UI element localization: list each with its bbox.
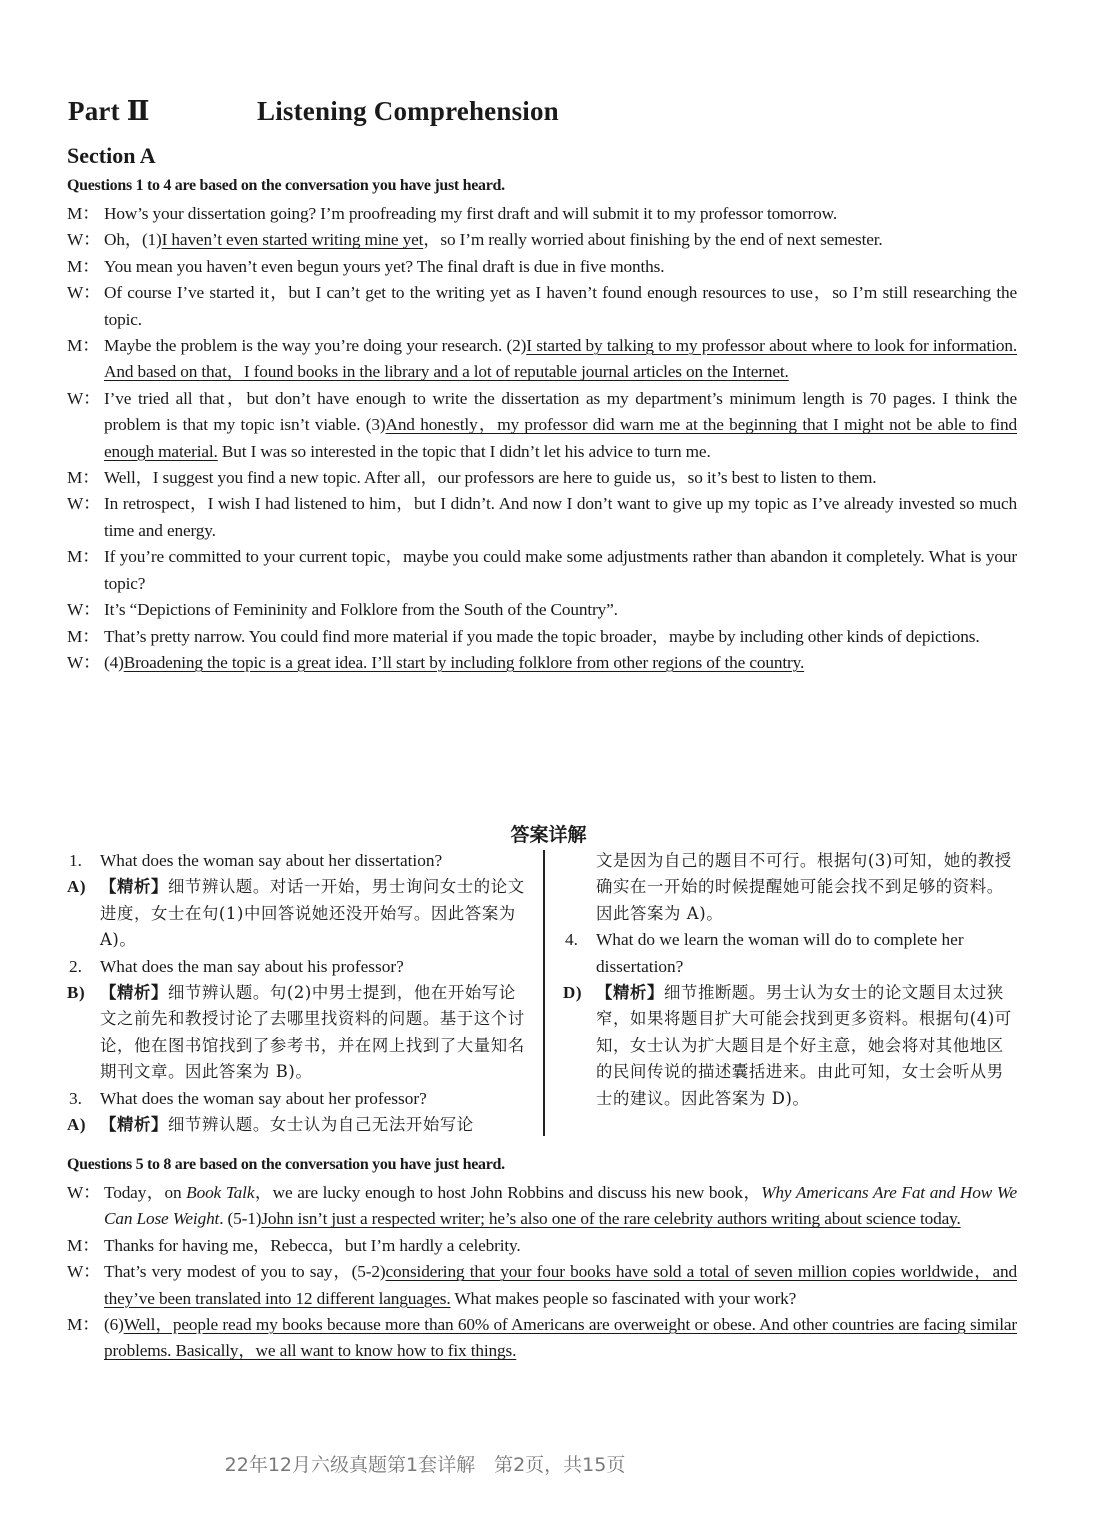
dialogue-turn: [67, 491, 1017, 544]
dialogue-turn: [67, 624, 1017, 650]
page-footer: 22年12月六级真题第1套详解 第2页，共15页: [224, 1454, 626, 1476]
dialogue-turn: [67, 254, 1017, 280]
answers-left-column: [67, 848, 527, 1138]
dialogue-turn: [67, 386, 1017, 465]
dialogue-text: Thanks for having me，Rebecca，but I’m hardly a celebrity.: [104, 1235, 521, 1255]
dialogue-text: Oh，(1): [104, 230, 162, 250]
analysis-text: 文是因为自己的题目不可行。根据句(3)可知，她的教授确实在一开始的时候提醒她可能会找不到足够的资料。因此答案为 A)。: [596, 851, 1012, 923]
dialogue-text: But I was so interested in the topic that I didn’t let his advice to turn me.: [217, 441, 711, 461]
dialogue-turn: [67, 650, 1017, 676]
dialogue-text: Today，on: [104, 1183, 187, 1202]
answer-analysis: [67, 980, 527, 1086]
dialogue-text: That’s very modest of you to say，(5-2): [104, 1262, 386, 1282]
dialogue-text: I’ve tried all that，but don’t have enough to write the dissertation as my department’s minimum length is 70 pages. I think the problem is that my topic isn’t viable. (3): [104, 388, 1017, 435]
dialogue-turn: [67, 227, 1017, 253]
dialogue-text: . (5-1): [219, 1209, 262, 1229]
answer-analysis: [563, 980, 1018, 1112]
key-sentence: Well，people read my books because more than 60% of Americans are overweight or obese. And other countries are facing similar problems. Basically，we all want to know how to fix things.: [104, 1315, 1017, 1361]
dialogue-turn: [67, 465, 1017, 491]
answer-key: D): [563, 983, 583, 1003]
answer-key: A): [67, 877, 87, 897]
answers-right-column: [563, 848, 1018, 1112]
dialogue-turn: [67, 544, 1017, 597]
answer-analysis: [67, 874, 527, 953]
questions-5-8-intro: Questions 5 to 8 are based on the conversation you have just heard.: [67, 1156, 505, 1173]
dialogue-turn: [67, 201, 1017, 227]
speaker-label: M：: [67, 626, 100, 646]
dialogue-text: (6): [104, 1315, 124, 1335]
speaker-label: W：: [67, 1262, 101, 1282]
conversation-2-transcript: [67, 1180, 1017, 1365]
question-text: What does the woman say about her dissertation?: [100, 851, 443, 870]
analysis-text: 细节推断题。男士认为女士的论文题目太过狭窄，如果将题目扩大可能会找到更多资料。根据句(4)可知，女士认为扩大题目是个好主意，她会将对其他地区的民间传说的描述囊括进来。由此可知，女士会听从男士的建议。因此答案为 D)。: [596, 983, 1012, 1108]
key-sentence: I haven’t even started writing mine yet: [161, 230, 424, 250]
speaker-label: M：: [67, 256, 100, 276]
dialogue-turn: [67, 1233, 1017, 1259]
speaker-label: M：: [67, 1235, 100, 1255]
question-line: [563, 927, 1018, 980]
speaker-label: M：: [67, 1315, 100, 1335]
dialogue-turn: [67, 597, 1017, 623]
speaker-label: W：: [67, 283, 101, 303]
dialogue-text: Well，I suggest you find a new topic. After all，our professors are here to guide us，so it’s best to listen to them.: [104, 468, 877, 488]
question-line: [67, 954, 527, 980]
part-title: Listening Comprehension: [257, 96, 559, 126]
dialogue-text: If you’re committed to your current topic，maybe you could make some adjustments rather than abandon it completely. What is your topic?: [104, 547, 1017, 593]
question-number: 3.: [69, 1088, 82, 1108]
question-number: 1.: [69, 851, 82, 870]
key-sentence: Broadening the topic is a great idea. I’ll start by including folklore from other regions of the country.: [123, 652, 805, 672]
dialogue-turn: [67, 1180, 1017, 1233]
question-line: [67, 848, 527, 874]
question-number: 4.: [565, 930, 578, 950]
dialogue-text: That’s pretty narrow. You could find more material if you made the topic broader，maybe by including other kinds of depictions.: [104, 626, 980, 646]
dialogue-text: It’s “Depictions of Femininity and Folklore from the South of the Country”.: [104, 600, 618, 620]
answer-key: B): [67, 983, 86, 1003]
speaker-label: W：: [67, 230, 101, 250]
questions-1-4-intro: Questions 1 to 4 are based on the conversation you have just heard.: [67, 177, 505, 194]
dialogue-text: What makes people so fascinated with your work?: [450, 1288, 797, 1308]
speaker-label: M：: [67, 468, 100, 488]
speaker-label: W：: [67, 1183, 101, 1202]
speaker-label: W：: [67, 388, 101, 408]
analysis-text: 细节辨认题。女士认为自己无法开始写论: [167, 1115, 474, 1135]
dialogue-text: (4): [104, 652, 124, 672]
answer-key: A): [67, 1115, 87, 1135]
answers-heading: 答案详解: [510, 824, 587, 846]
question-number: 2.: [69, 956, 82, 976]
speaker-label: W：: [67, 652, 101, 672]
title-italic: Why Americans Are Fat and How We Can Lose Weight: [104, 1183, 1018, 1229]
key-sentence: John isn’t just a respected writer; he’s also one of the rare celebrity authors writing about science today.: [261, 1209, 961, 1229]
speaker-label: M：: [67, 204, 100, 223]
key-sentence: considering that your four books have sold a total of seven million copies worldwide，and they’ve been translated into 12 different languages.: [104, 1262, 1017, 1308]
question-text: What does the woman say about her professor?: [100, 1088, 427, 1108]
answer-analysis: [67, 1112, 527, 1138]
analysis-text: 细节辨认题。对话一开始，男士询问女士的论文进度，女士在句(1)中回答说她还没开始写。因此答案为 A)。: [100, 877, 525, 950]
question-text: What do we learn the woman will do to complete her dissertation?: [596, 930, 964, 976]
speaker-label: W：: [67, 600, 101, 620]
part-heading: [68, 96, 559, 127]
dialogue-text: ，so I’m really worried about finishing by the end of next semester.: [423, 230, 883, 250]
question-text: What does the man say about his professor?: [100, 956, 404, 976]
dialogue-text: In retrospect，I wish I had listened to him，but I didn’t. And now I don’t want to give up my topic as I’ve already invested so much time and energy.: [104, 494, 1017, 540]
dialogue-turn: [67, 1312, 1017, 1365]
column-divider: [543, 850, 545, 1136]
dialogue-text: How’s your dissertation going? I’m proofreading my first draft and will submit it to my professor tomorrow.: [104, 204, 838, 223]
analysis-tag: 【精析】: [596, 983, 664, 1003]
dialogue-text: Maybe the problem is the way you’re doing your research. (2): [104, 336, 527, 356]
dialogue-text: ，we are lucky enough to host John Robbins and discuss his new book，: [254, 1183, 762, 1202]
title-italic: Book Talk: [186, 1183, 255, 1202]
part-label: Part Ⅱ: [68, 96, 150, 126]
analysis-tag: 【精析】: [100, 1115, 168, 1135]
analysis-continued: [563, 848, 1018, 927]
dialogue-text: You mean you haven’t even begun yours yet? The final draft is due in five months.: [104, 256, 665, 276]
dialogue-turn: [67, 333, 1017, 386]
dialogue-turn: [67, 1259, 1017, 1312]
analysis-text: 细节辨认题。句(2)中男士提到，他在开始写论文之前先和教授讨论了去哪里找资料的问题。基于这个讨论，他在图书馆找到了参考书，并在网上找到了大量知名期刊文章。因此答案为 B)。: [100, 983, 525, 1082]
dialogue-text: Of course I’ve started it，but I can’t get to the writing yet as I haven’t found enough resources to use，so I’m still researching the topic.: [104, 283, 1017, 329]
conversation-1-transcript: [67, 201, 1017, 676]
section-title: Section A: [67, 143, 156, 168]
question-line: [67, 1086, 527, 1112]
key-sentence: And honestly，my professor did warn me at the beginning that I might not be able to find enough material.: [104, 415, 1017, 461]
dialogue-turn: [67, 280, 1017, 333]
speaker-label: W：: [67, 494, 101, 514]
analysis-tag: 【精析】: [100, 983, 168, 1003]
speaker-label: M：: [67, 336, 100, 356]
analysis-tag: 【精析】: [100, 877, 168, 897]
key-sentence: I started by talking to my professor about where to look for information. And based on that，I found books in the library and a lot of reputable journal articles on the Internet.: [104, 336, 1018, 382]
speaker-label: M：: [67, 547, 100, 567]
